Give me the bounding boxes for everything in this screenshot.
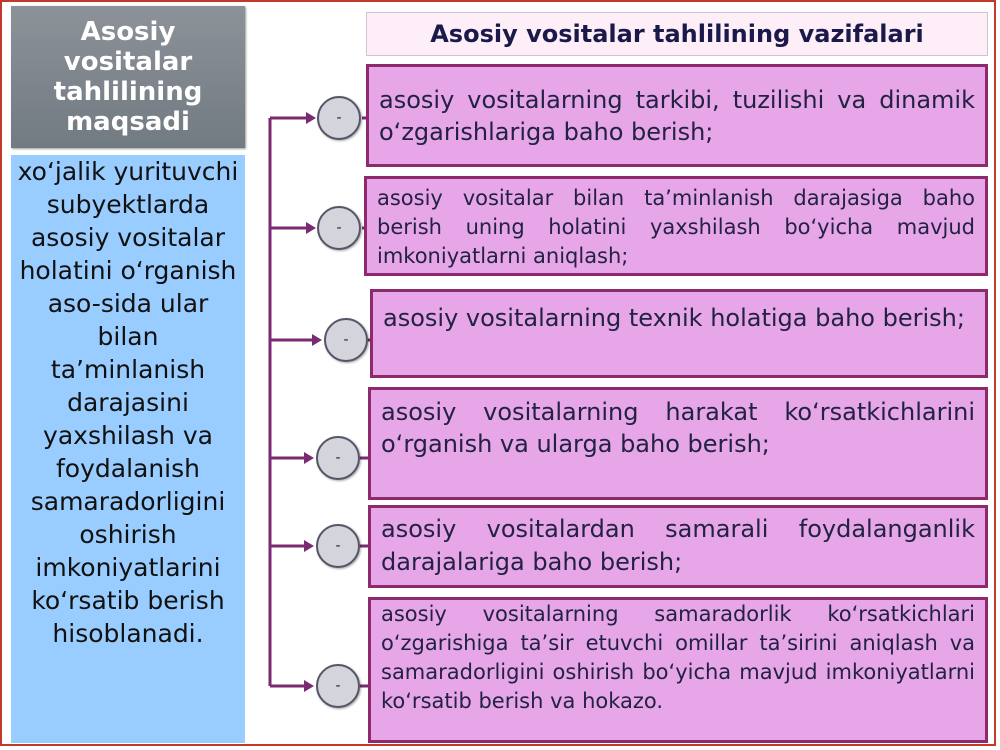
purpose-text: xo‘jalik yurituvchi subyektlarda asosiy vositalar holatini o‘rganish aso-sida ular bilan ta’minlanish darajasini yaxshilash va foydalanish samaradorligini oshirish imkoniyatlarini ko‘rsatib berish hisoblanadi. <box>17 157 239 648</box>
bullet-circle-2: - <box>317 206 361 250</box>
bullet-circle-4: - <box>316 436 360 480</box>
task-text-3: asosiy vositalarning texnik holatiga baho berish; <box>383 304 965 332</box>
arrow-head-1 <box>306 112 316 124</box>
bullet-circle-6: - <box>316 664 360 708</box>
tasks-header-text: Asosiy vositalar tahlilining vazifalari <box>430 20 924 48</box>
task-box-6 <box>368 597 988 743</box>
task-text-1: asosiy vositalarning tarkibi, tuzilishi va dinamik o‘zgarishlariga baho berish; <box>379 86 975 146</box>
task-box-1 <box>366 64 988 167</box>
arrow-head-2 <box>306 222 316 234</box>
purpose-title-text: Asosiy vositalar tahlilining maqsadi <box>53 17 203 137</box>
task-text-4: asosiy vositalarning harakat ko‘rsatkichlarini o‘rganish va ularga baho berish; <box>381 398 975 458</box>
task-box-4 <box>368 387 988 500</box>
task-box-3 <box>370 289 988 378</box>
task-box-2 <box>364 176 988 276</box>
task-text-6: asosiy vositalarning samaradorlik ko‘rsatkichlari o‘zgarishiga ta’sir etuvchi omillar ta’sirini aniqlash va samaradorligini oshirish bo‘yicha mavjud imkoniyatlarni ko‘rsatib berish va hokazo. <box>381 602 975 713</box>
task-box-5 <box>368 505 988 588</box>
arrow-head-4 <box>304 452 314 464</box>
bullet-circle-5: - <box>316 524 360 568</box>
arrow-head-3 <box>312 334 322 346</box>
task-text-5: asosiy vositalardan samarali foydalanganlik darajalariga baho berish; <box>381 515 975 576</box>
arrow-head-5 <box>304 540 314 552</box>
bullet-circle-3: - <box>324 318 368 362</box>
arrow-head-6 <box>304 680 314 692</box>
task-text-2: asosiy vositalar bilan ta’minlanish darajasiga baho berish uning holatini yaxshilash bo‘yicha mavjud imkoniyatlarni aniqlash; <box>377 186 975 268</box>
bullet-circle-1: - <box>317 96 361 140</box>
